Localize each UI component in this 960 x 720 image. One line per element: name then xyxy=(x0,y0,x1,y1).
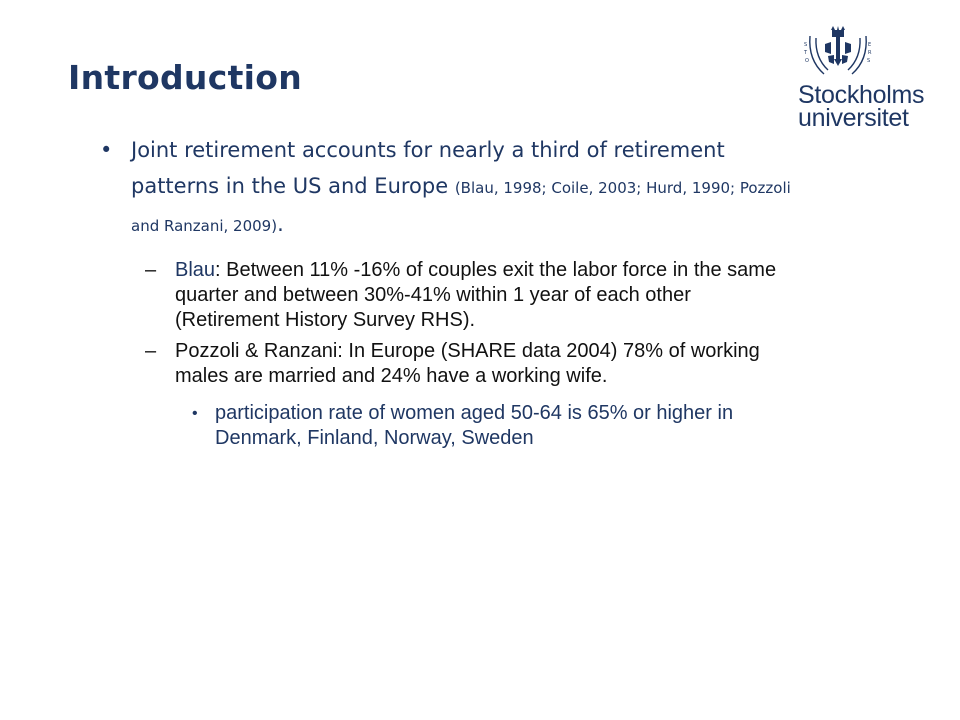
sub-bullet-list xyxy=(100,258,800,451)
logo-line-1: Stockholms xyxy=(798,81,925,109)
svg-text:R: R xyxy=(868,50,872,56)
small-bullet-dot-icon: • xyxy=(192,405,198,422)
sub-sub-bullet-list xyxy=(145,401,800,451)
sub-bullet-lead: Blau xyxy=(175,259,216,281)
svg-text:O: O xyxy=(805,58,809,64)
university-seal-icon xyxy=(802,26,874,82)
slide-title: Introduction xyxy=(68,58,303,97)
main-bullet-text: Joint retirement accounts for nearly a third of retirement patterns in the US and Europe xyxy=(131,138,725,198)
sub-bullet-text: : Between 11% -16% of couples exit the labor force in the same quarter and between 30%-41% within 1 year of each other (Retirement History Survey RHS). xyxy=(175,259,777,331)
dash-icon: – xyxy=(145,340,157,362)
slide-content xyxy=(100,132,800,451)
main-bullet xyxy=(100,132,800,244)
bullet-dot-icon: • xyxy=(100,138,113,162)
sub-sub-bullet xyxy=(192,401,800,451)
sub-bullet-pozzoli xyxy=(145,339,800,389)
sub-sub-bullet-text: participation rate of women aged 50-64 is 65% or higher in Denmark, Finland, Norway, Sweden xyxy=(215,402,734,449)
svg-text:S: S xyxy=(867,58,871,64)
svg-text:E: E xyxy=(868,42,872,48)
main-bullet-end: . xyxy=(277,212,284,236)
svg-text:S: S xyxy=(804,42,808,48)
sub-bullet-blau xyxy=(145,258,800,333)
university-logo xyxy=(798,26,930,130)
sub-bullet-text: Pozzoli & Ranzani: In Europe (SHARE data 2004) 78% of working males are married and 24% have a working wife. xyxy=(175,340,760,387)
dash-icon: – xyxy=(145,259,157,281)
svg-text:T: T xyxy=(804,50,808,56)
logo-line-2: universitet xyxy=(798,104,909,132)
citation: (Blau, 1998; Coile, 2003; Hurd, 1990; Pozzoli and Ranzani, 2009) xyxy=(131,179,791,235)
